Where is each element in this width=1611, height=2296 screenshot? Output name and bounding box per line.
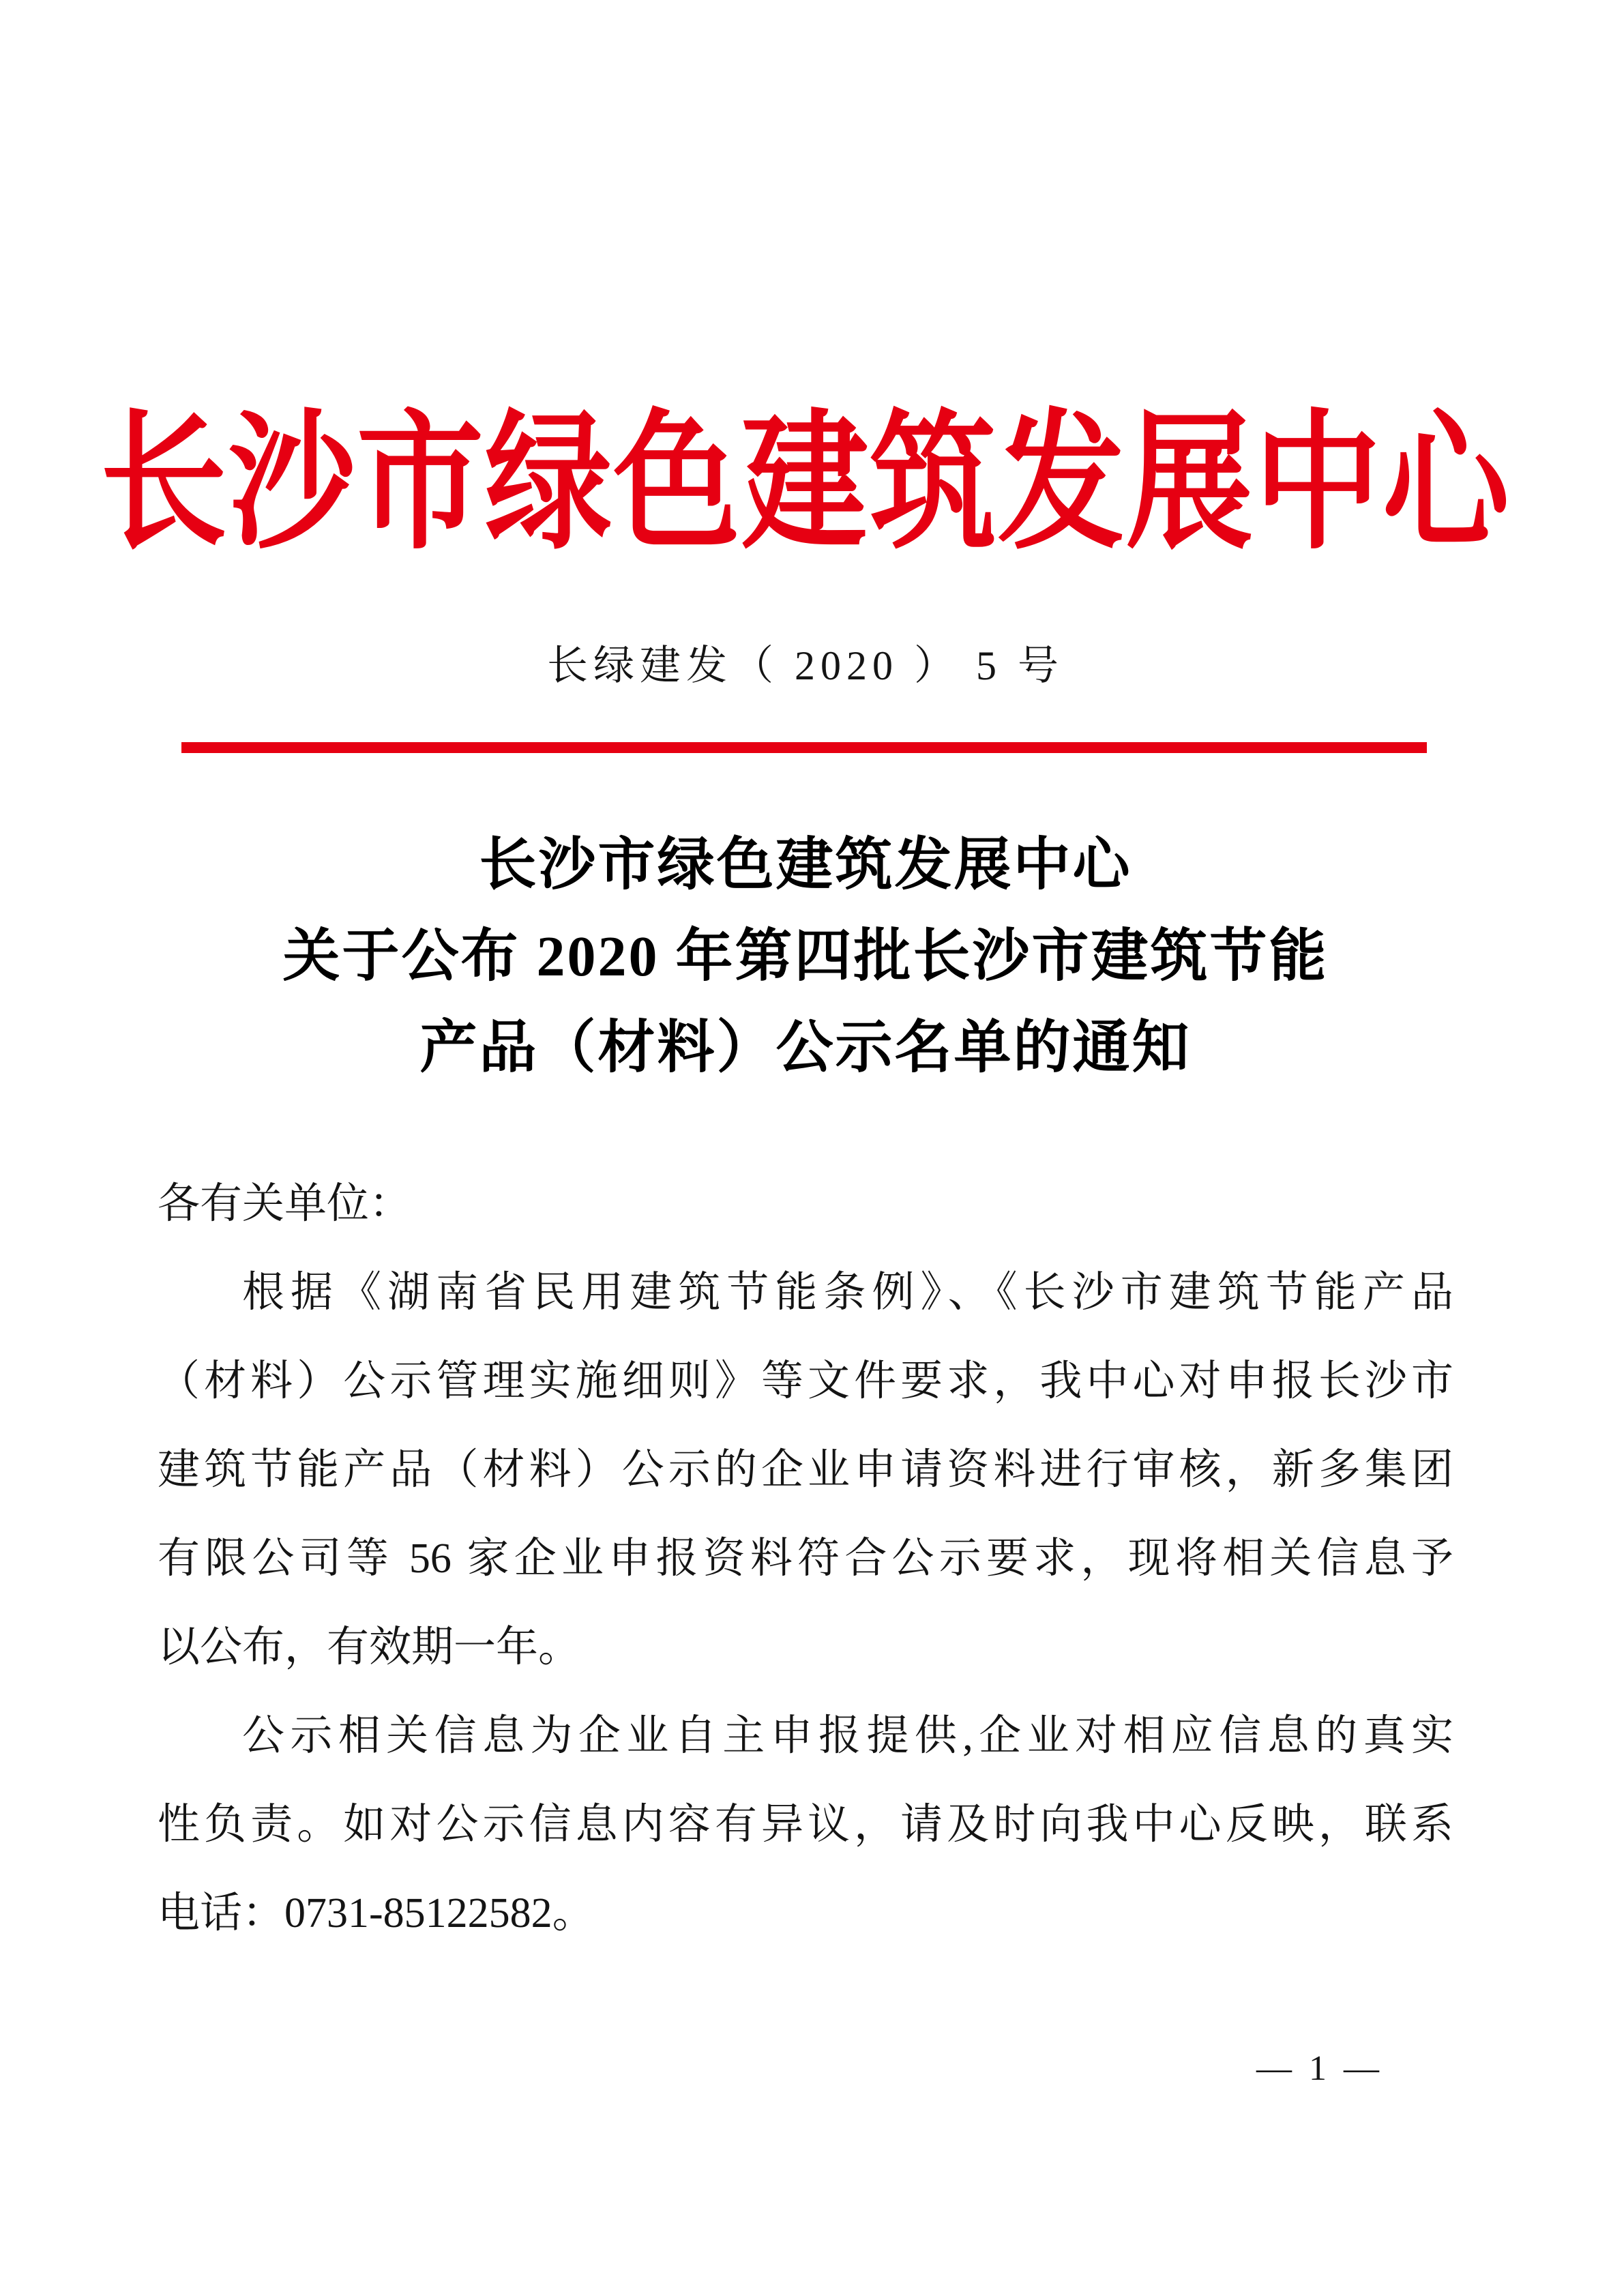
body-text-line: （材料）公示管理实施细则》等文件要求，我中心对申报长沙市 (158, 1358, 1453, 1404)
body-text-line: 建筑节能产品（材料）公示的企业申请资料进行审核，新多集团 (158, 1447, 1453, 1493)
body-text-line: 公示相关信息为企业自主申报提供,企业对相应信息的真实 (242, 1713, 1453, 1759)
document-number: 长绿建发（ 2020 ） 5 号 (547, 643, 1064, 688)
body-text-line: 性负责。如对公示信息内容有异议，请及时向我中心反映，联系 (158, 1801, 1453, 1848)
body-text-line: 以公布，有效期一年。 (158, 1624, 581, 1671)
letterhead-title: 长沙市绿色建筑发展中心 (100, 401, 1511, 568)
document-body (158, 1160, 1453, 1958)
body-text-line: 根据《湖南省民用建筑节能条例》、《长沙市建筑节能产品 (242, 1269, 1453, 1316)
red-separator-rule (181, 742, 1427, 753)
page-number: — 1 — (1256, 2049, 1383, 2088)
document-title-line: 长沙市绿色建筑发展中心 (479, 834, 1132, 897)
body-text-line: 电话：0731-85122582。 (158, 1890, 595, 1937)
document-title-line: 关于公布 2020 年第四批长沙市建筑节能 (282, 925, 1329, 988)
document-title (0, 820, 1611, 1094)
body-text-line: 有限公司等 56 家企业申报资料符合公示要求，现将相关信息予 (158, 1535, 1453, 1582)
document-title-line: 产品（材料）公示名单的通知 (419, 1016, 1192, 1080)
body-text-line: 各有关单位： (158, 1181, 412, 1227)
